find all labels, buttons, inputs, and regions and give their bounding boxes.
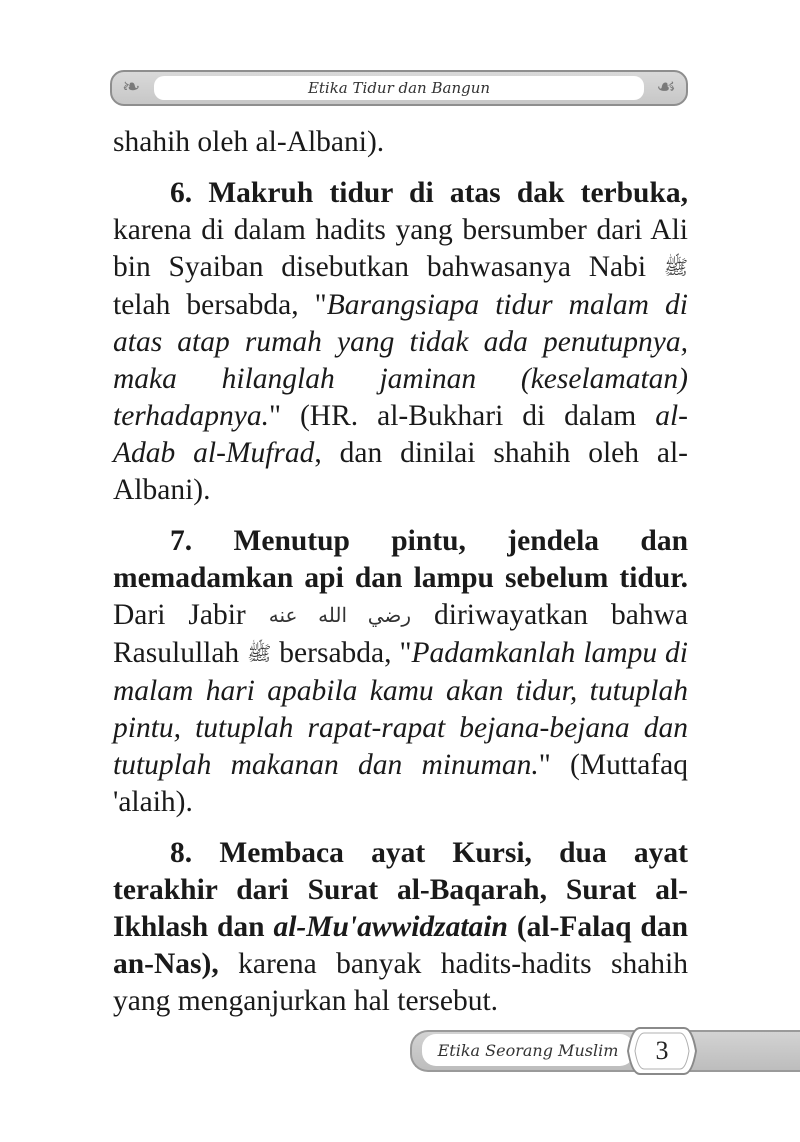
- item-7-heading: 7. Menutup pintu, jendela dan memadamkan api dan lampu sebelum tidur.: [113, 525, 688, 594]
- page-body: [113, 124, 688, 1020]
- item-6-text: telah bersabda, ": [113, 289, 327, 321]
- salawat-icon: ﷺ: [663, 257, 688, 279]
- item-7-text: " (Muttafaq 'alaih).: [113, 749, 689, 818]
- item-8: [113, 835, 688, 1020]
- salawat-icon: ﷺ: [247, 643, 272, 665]
- item-8-heading-italic: al-Mu'awwidzatain: [273, 911, 508, 943]
- item-7: [113, 523, 688, 821]
- item-8-text: karena banyak hadits-hadits shahih yang menganjurkan hal tersebut.: [113, 948, 688, 1017]
- footer-book-title: Etika Seorang Muslim: [422, 1034, 634, 1066]
- radhiyallahu-icon: رضي الله عنه: [268, 605, 412, 627]
- item-7-text: diriwayatkan bahwa Rasulullah: [113, 599, 688, 669]
- page-number: 3: [655, 1036, 669, 1065]
- item-7-quote: Padamkanlah lampu di malam hari apabila kamu akan tidur, tutuplah pintu, tutuplah rapat-rapat bejana-bejana dan tutuplah makanan dan minuman.: [113, 637, 688, 781]
- ornament-left-icon: ❧: [122, 75, 141, 100]
- item-6-heading: 6. Makruh tidur di atas dak terbuka,: [170, 177, 688, 209]
- paragraph-continuation: shahih oleh al-Albani).: [113, 126, 385, 158]
- item-7-text: Dari Jabir: [113, 599, 269, 631]
- item-6-text: , dan dinilai shahih oleh al-Albani).: [113, 437, 688, 506]
- item-6-book: al-Adab al-Mufrad: [113, 400, 688, 469]
- item-6-text: karena di dalam hadits yang bersumber dari Ali bin Syaiban disebutkan bahwasanya Nabi: [113, 214, 688, 283]
- running-header: [110, 70, 688, 106]
- item-6-quote: Barangsiapa tidur malam di atas atap rumah yang tidak ada penutupnya, maka hilanglah jaminan (keselamatan) terhadapnya.: [113, 289, 688, 432]
- item-6-text: " (HR. al-Bukhari di dalam: [268, 400, 656, 432]
- ornament-right-icon: ☙: [656, 75, 676, 100]
- item-7-text: bersabda, ": [271, 637, 412, 669]
- item-8-heading: (al-Falaq dan an-Nas),: [113, 911, 688, 980]
- item-8-heading: 8. Membaca ayat Kursi, dua ayat terakhir dari Surat al-Baqarah, Surat al-Ikhlash dan: [113, 837, 688, 943]
- item-6: [113, 175, 688, 509]
- running-header-title: Etika Tidur dan Bangun: [154, 76, 644, 100]
